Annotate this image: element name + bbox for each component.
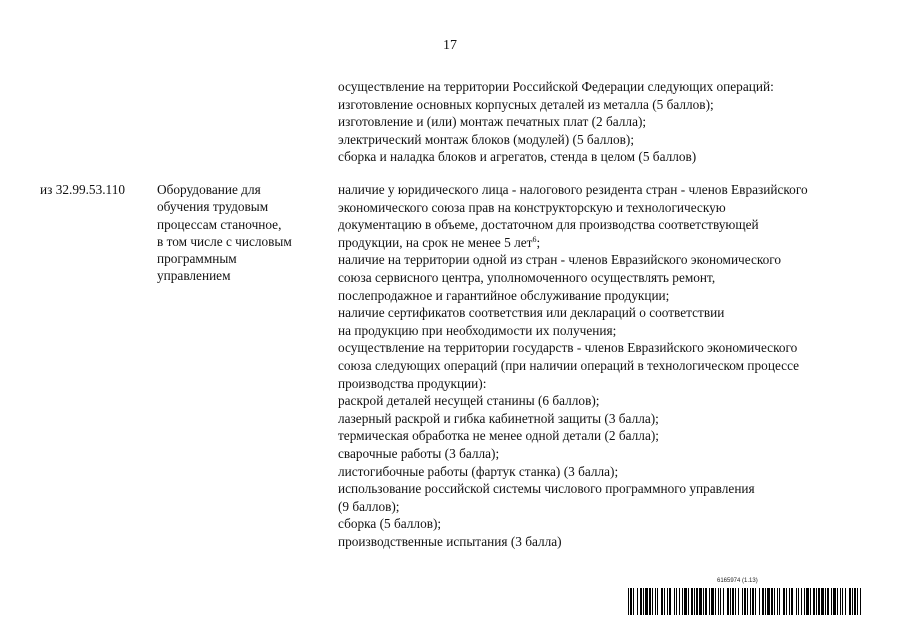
requirement-line: наличие сертификатов соответствия или деклараций о соответствии xyxy=(338,305,725,321)
barcode-bar xyxy=(684,588,687,615)
barcode-bar xyxy=(628,588,629,615)
requirement-line: на продукцию при необходимости их получения; xyxy=(338,322,617,338)
barcode-bar xyxy=(801,588,802,615)
barcode-bar xyxy=(765,588,766,615)
barcode-bar xyxy=(720,588,721,615)
barcode-bar xyxy=(645,588,648,615)
barcode-bar xyxy=(767,588,770,615)
barcode-bar xyxy=(674,588,675,615)
barcode-bar xyxy=(633,588,634,615)
barcode-bar xyxy=(837,588,838,615)
barcode-bar xyxy=(744,588,746,615)
footnote-marker[interactable]: 6 xyxy=(532,234,537,244)
requirement-line: экономического союза прав на конструкторскую и технологическую xyxy=(338,199,726,215)
barcode-bar xyxy=(759,588,760,615)
barcode-bar xyxy=(676,588,677,615)
barcode-bar xyxy=(845,588,846,615)
barcode-bar xyxy=(779,588,780,615)
page-number: 17 xyxy=(443,38,457,53)
requirement-line: листогибочные работы (фартук станка) (3 балла); xyxy=(338,463,619,479)
barcode-bar xyxy=(833,588,836,615)
requirement-line: сборка и наладка блоков и агрегатов, стенда в целом (5 баллов) xyxy=(338,149,697,165)
barcode-bar xyxy=(796,588,797,615)
requirement-line: сварочные работы (3 балла); xyxy=(338,445,500,461)
barcode-bar xyxy=(718,588,719,615)
barcode-bar xyxy=(649,588,651,615)
barcode-bar xyxy=(852,588,853,615)
barcode-bar xyxy=(827,588,829,615)
barcode-bar xyxy=(854,588,856,615)
barcode-bar xyxy=(661,588,663,615)
barcode-bar xyxy=(682,588,683,615)
barcode-bar xyxy=(667,588,668,615)
barcode-bar xyxy=(640,588,642,615)
continuation-requirements xyxy=(338,78,774,166)
requirement-line: документацию в объеме, достаточном для производства соответствующей xyxy=(338,217,759,233)
requirement-line: производственные испытания (3 балла) xyxy=(338,533,562,549)
requirement-line: сборка (5 баллов); xyxy=(338,516,442,532)
barcode-bar xyxy=(813,588,815,615)
barcode-bar xyxy=(818,588,820,615)
barcode-bar xyxy=(840,588,841,615)
requirement-text: продукции, на срок не менее 5 лет xyxy=(338,234,533,250)
barcode-bar xyxy=(735,588,736,615)
barcode-bar xyxy=(786,588,787,615)
barcode-id: 6165974 (1.13) xyxy=(717,578,758,584)
requirement-line-with-footnote xyxy=(338,234,808,252)
barcode-bar xyxy=(688,588,689,615)
barcode-bar xyxy=(816,588,817,615)
barcode-bar xyxy=(777,588,778,615)
barcode-bar xyxy=(679,588,680,615)
product-name-line: управлением xyxy=(157,268,231,284)
requirement-line: использование российской системы числового программного управления xyxy=(338,481,755,497)
requirement-line: термическая обработка не менее одной детали (2 балла); xyxy=(338,428,659,444)
barcode-bar xyxy=(727,588,729,615)
requirement-line: осуществление на территории государств - членов Евразийского экономического xyxy=(338,340,798,356)
barcode-bar xyxy=(730,588,731,615)
barcode-bar xyxy=(637,588,638,615)
requirement-line: лазерный раскрой и гибка кабинетной защиты (3 балла); xyxy=(338,410,659,426)
barcode-bar xyxy=(711,588,714,615)
requirement-line: электрический монтаж блоков (модулей) (5 баллов); xyxy=(338,131,635,147)
barcode-bar xyxy=(664,588,665,615)
barcode-bar xyxy=(630,588,632,615)
barcode-bar xyxy=(821,588,824,615)
barcode-bar xyxy=(738,588,739,615)
requirement-line: союза следующих операций (при наличии операций в технологическом процессе xyxy=(338,357,800,373)
barcode-bar xyxy=(857,588,858,615)
barcode-bar xyxy=(652,588,653,615)
barcode-bar xyxy=(849,588,851,615)
barcode-bar xyxy=(752,588,754,615)
barcode-bar xyxy=(860,588,861,615)
requirement-line: послепродажное и гарантийное обслуживание продукции; xyxy=(338,287,670,303)
requirement-suffix: ; xyxy=(536,234,541,250)
product-name xyxy=(157,181,292,285)
barcode-bar xyxy=(771,588,773,615)
requirement-line: изготовление основных корпусных деталей из металла (5 баллов); xyxy=(338,96,714,112)
barcode-bar xyxy=(810,588,811,615)
barcode-bar xyxy=(715,588,716,615)
barcode-bar xyxy=(789,588,790,615)
barcode-bar xyxy=(825,588,826,615)
barcode-bar xyxy=(643,588,644,615)
barcode-bar xyxy=(732,588,734,615)
barcode-bar xyxy=(750,588,751,615)
barcode-bar xyxy=(798,588,799,615)
product-name-line: программным xyxy=(157,251,237,267)
barcode-bar xyxy=(804,588,805,615)
requirement-line: раскрой деталей несущей станины (6 баллов); xyxy=(338,393,600,409)
barcode-bar xyxy=(762,588,764,615)
requirement-line: наличие на территории одной из стран - членов Евразийского экономического xyxy=(338,252,782,268)
product-requirements xyxy=(338,181,808,550)
barcode-bar xyxy=(742,588,743,615)
barcode-bar xyxy=(755,588,756,615)
barcode-bar xyxy=(696,588,698,615)
requirement-line: изготовление и (или) монтаж печатных плат (2 балла); xyxy=(338,114,647,130)
barcode-bar xyxy=(705,588,707,615)
barcode-bar xyxy=(747,588,748,615)
requirement-line: осуществление на территории Российской Федерации следующих операций: xyxy=(338,79,774,94)
barcode-bar xyxy=(831,588,832,615)
barcode-bar xyxy=(703,588,704,615)
barcode-bar xyxy=(791,588,793,615)
okpd-code: из 32.99.53.110 xyxy=(40,182,126,197)
product-name-line: процессам станочное, xyxy=(157,216,282,232)
barcode-bar xyxy=(699,588,702,615)
barcode-bar xyxy=(783,588,785,615)
product-name-line: Оборудование для xyxy=(157,182,261,197)
barcode-bar xyxy=(723,588,724,615)
requirement-line: наличие у юридического лица - налогового резидента стран - членов Евразийского xyxy=(338,182,808,197)
barcode-bar xyxy=(694,588,695,615)
requirement-line: союза сервисного центра, уполномоченного осуществлять ремонт, xyxy=(338,269,716,285)
barcode xyxy=(628,588,863,615)
barcode-bar xyxy=(657,588,658,615)
barcode-bar xyxy=(655,588,656,615)
barcode-bar xyxy=(691,588,693,615)
product-name-line: в том числе с числовым xyxy=(157,233,292,249)
product-name-line: обучения трудовым xyxy=(157,199,269,215)
barcode-bar xyxy=(806,588,809,615)
barcode-bar xyxy=(774,588,775,615)
requirement-line: производства продукции): xyxy=(338,375,487,391)
barcode-bar xyxy=(842,588,843,615)
barcode-bar xyxy=(709,588,710,615)
barcode-bar xyxy=(669,588,671,615)
requirement-line: (9 баллов); xyxy=(338,498,400,514)
